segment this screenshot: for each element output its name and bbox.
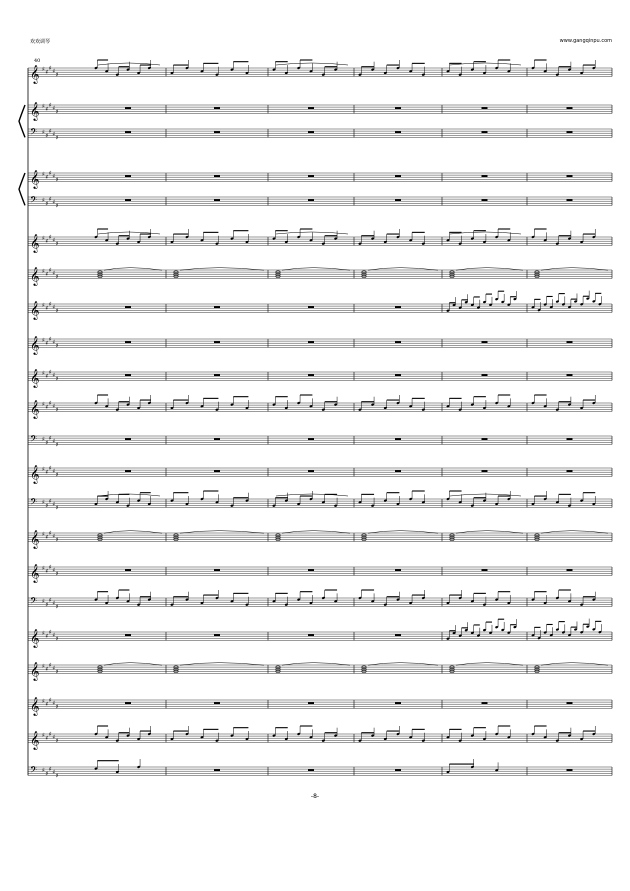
whole-rest-icon [308, 374, 314, 376]
sharp-icon: ♯ [55, 134, 59, 142]
sharp-icon: ♯ [45, 601, 49, 609]
sharp-icon: ♯ [55, 536, 59, 544]
whole-rest-icon [395, 634, 401, 636]
bass-clef-icon: 𝄢 [30, 595, 38, 609]
sharp-icon: ♯ [48, 696, 52, 704]
sharp-icon: ♯ [48, 628, 52, 636]
whole-rest-icon [395, 374, 401, 376]
sharp-icon: ♯ [48, 64, 52, 72]
sharp-icon: ♯ [45, 373, 49, 381]
sharp-icon: ♯ [48, 335, 52, 343]
sharp-icon: ♯ [52, 270, 56, 278]
whole-rest-icon [214, 769, 220, 771]
sharp-icon: ♯ [55, 504, 59, 512]
sharp-icon: ♯ [48, 399, 52, 407]
sharp-icon: ♯ [55, 273, 59, 281]
sharp-icon: ♯ [52, 567, 56, 575]
sharp-icon: ♯ [48, 563, 52, 571]
sharp-icon: ♯ [52, 68, 56, 76]
sharp-icon: ♯ [45, 502, 49, 510]
header-right-url: www.gangqinpu.com [559, 38, 612, 44]
sharp-icon: ♯ [52, 372, 56, 380]
sharp-icon: ♯ [48, 300, 52, 308]
sharp-icon: ♯ [45, 770, 49, 778]
whole-rest-icon [308, 470, 314, 472]
sharp-icon: ♯ [45, 69, 49, 77]
whole-rest-icon [214, 306, 220, 308]
sharp-icon: ♯ [48, 730, 52, 738]
whole-rest-icon [482, 131, 488, 133]
sharp-icon: ♯ [55, 737, 59, 745]
sharp-icon: ♯ [52, 468, 56, 476]
sharp-icon: ♯ [42, 598, 45, 606]
sharp-icon: ♯ [45, 238, 49, 246]
whole-rest-icon [308, 634, 314, 636]
sharp-icon: ♯ [45, 106, 49, 114]
sharp-icon: ♯ [42, 698, 45, 705]
sharp-icon: ♯ [52, 237, 56, 245]
whole-rest-icon [482, 702, 488, 704]
whole-rest-icon [308, 306, 314, 308]
sharp-icon: ♯ [48, 169, 52, 177]
whole-rest-icon [567, 341, 573, 343]
whole-rest-icon [214, 107, 220, 109]
sharp-icon: ♯ [48, 464, 52, 472]
whole-rest-icon [482, 107, 488, 109]
whole-rest-icon [308, 341, 314, 343]
whole-rest-icon [567, 107, 573, 109]
whole-rest-icon [125, 306, 131, 308]
sharp-icon: ♯ [45, 633, 49, 641]
whole-rest-icon [308, 131, 314, 133]
whole-rest-icon [125, 702, 131, 704]
whole-rest-icon [395, 769, 401, 771]
sharp-icon: ♯ [52, 403, 56, 411]
sharp-icon: ♯ [55, 375, 59, 383]
sharp-icon: ♯ [42, 129, 45, 137]
sharp-icon: ♯ [48, 101, 52, 109]
sharp-icon: ♯ [42, 663, 45, 670]
whole-rest-icon [308, 199, 314, 201]
whole-rest-icon [125, 131, 131, 133]
whole-rest-icon [395, 199, 401, 201]
whole-rest-icon [214, 131, 220, 133]
sharp-icon: ♯ [45, 439, 49, 447]
treble-clef-icon: 𝄞 [30, 696, 40, 716]
bass-clef-icon: 𝄢 [30, 496, 38, 510]
whole-rest-icon [214, 438, 220, 440]
whole-rest-icon [214, 634, 220, 636]
treble-clef-icon: 𝄞 [30, 730, 40, 750]
bass-clef-icon: 𝄢 [30, 194, 38, 208]
whole-rest-icon [308, 175, 314, 177]
sharp-icon: ♯ [52, 131, 56, 139]
whole-rest-icon [125, 341, 131, 343]
sharp-icon: ♯ [42, 370, 45, 377]
whole-rest-icon [482, 199, 488, 201]
sharp-icon: ♯ [42, 401, 45, 408]
sharp-icon: ♯ [55, 603, 59, 611]
whole-rest-icon [308, 107, 314, 109]
sharp-icon: ♯ [55, 772, 59, 780]
treble-clef-icon: 𝄞 [30, 399, 40, 419]
sharp-icon: ♯ [52, 700, 56, 708]
whole-rest-icon [395, 131, 401, 133]
sharp-icon: ♯ [45, 271, 49, 279]
sharp-icon: ♯ [42, 171, 45, 178]
whole-rest-icon [395, 306, 401, 308]
whole-rest-icon [567, 438, 573, 440]
whole-rest-icon [214, 470, 220, 472]
sharp-icon: ♯ [52, 173, 56, 181]
treble-clef-icon: 𝄞 [30, 266, 40, 286]
whole-rest-icon [482, 569, 488, 571]
whole-rest-icon [308, 702, 314, 704]
sharp-icon: ♯ [42, 565, 45, 572]
sharp-icon: ♯ [42, 66, 45, 73]
whole-rest-icon [482, 175, 488, 177]
treble-clef-icon: 𝄞 [30, 464, 40, 484]
treble-clef-icon: 𝄞 [30, 661, 40, 681]
sharp-icon: ♯ [42, 103, 45, 110]
whole-rest-icon [567, 470, 573, 472]
treble-clef-icon: 𝄞 [30, 233, 40, 253]
sharp-icon: ♯ [55, 176, 59, 184]
brace-icon [19, 173, 25, 205]
sharp-icon: ♯ [48, 766, 52, 774]
whole-rest-icon [125, 634, 131, 636]
sharp-icon: ♯ [42, 197, 45, 205]
whole-rest-icon [567, 569, 573, 571]
sharp-icon: ♯ [45, 340, 49, 348]
sharp-icon: ♯ [52, 734, 56, 742]
treble-clef-icon: 𝄞 [30, 628, 40, 648]
sharp-icon: ♯ [48, 435, 52, 443]
sharp-icon: ♯ [48, 128, 52, 136]
sharp-icon: ♯ [48, 661, 52, 669]
sharp-icon: ♯ [45, 701, 49, 709]
whole-rest-icon [214, 341, 220, 343]
whole-rest-icon [308, 438, 314, 440]
whole-rest-icon [567, 199, 573, 201]
whole-rest-icon [567, 702, 573, 704]
whole-rest-icon [395, 702, 401, 704]
sharp-icon: ♯ [55, 342, 59, 350]
sharp-icon: ♯ [52, 769, 56, 777]
whole-rest-icon [125, 438, 131, 440]
sharp-icon: ♯ [55, 668, 59, 676]
sharp-icon: ♯ [45, 132, 49, 140]
whole-rest-icon [125, 569, 131, 571]
sharp-icon: ♯ [42, 767, 45, 775]
treble-clef-icon: 𝄞 [30, 64, 40, 84]
sharp-icon: ♯ [55, 240, 59, 248]
sharp-icon: ♯ [45, 666, 49, 674]
whole-rest-icon [395, 175, 401, 177]
whole-rest-icon [214, 175, 220, 177]
sharp-icon: ♯ [48, 233, 52, 241]
treble-clef-icon: 𝄞 [30, 101, 40, 121]
whole-rest-icon [482, 438, 488, 440]
sharp-icon: ♯ [45, 568, 49, 576]
whole-rest-icon [567, 374, 573, 376]
sharp-icon: ♯ [48, 368, 52, 376]
sharp-icon: ♯ [52, 600, 56, 608]
bass-clef-icon: 𝄢 [30, 126, 38, 140]
sharp-icon: ♯ [55, 202, 59, 210]
sharp-icon: ♯ [48, 529, 52, 537]
header-left-text: 欢欢调琴 [30, 39, 51, 45]
sharp-icon: ♯ [45, 469, 49, 477]
whole-rest-icon [214, 374, 220, 376]
sharp-icon: ♯ [42, 732, 45, 739]
sharp-icon: ♯ [52, 632, 56, 640]
sharp-icon: ♯ [55, 441, 59, 449]
treble-clef-icon: 𝄞 [30, 169, 40, 189]
sharp-icon: ♯ [48, 498, 52, 506]
sharp-icon: ♯ [55, 471, 59, 479]
sharp-icon: ♯ [42, 302, 45, 309]
treble-clef-icon: 𝄞 [30, 529, 40, 549]
whole-rest-icon [567, 175, 573, 177]
sharp-icon: ♯ [48, 597, 52, 605]
whole-rest-icon [308, 769, 314, 771]
sharp-icon: ♯ [52, 199, 56, 207]
whole-rest-icon [308, 569, 314, 571]
treble-clef-icon: 𝄞 [30, 563, 40, 583]
whole-rest-icon [214, 702, 220, 704]
whole-rest-icon [125, 107, 131, 109]
whole-rest-icon [482, 341, 488, 343]
treble-clef-icon: 𝄞 [30, 335, 40, 355]
sharp-icon: ♯ [52, 304, 56, 312]
whole-rest-icon [395, 569, 401, 571]
sharp-icon: ♯ [48, 266, 52, 274]
sharp-icon: ♯ [55, 406, 59, 414]
sharp-icon: ♯ [55, 635, 59, 643]
sharp-icon: ♯ [45, 735, 49, 743]
sharp-icon: ♯ [42, 268, 45, 275]
page-number: -8- [310, 793, 320, 800]
whole-rest-icon [125, 199, 131, 201]
sharp-icon: ♯ [55, 703, 59, 711]
sharp-icon: ♯ [52, 339, 56, 347]
sharp-icon: ♯ [42, 235, 45, 242]
whole-rest-icon [567, 131, 573, 133]
treble-clef-icon: 𝄞 [30, 300, 40, 320]
whole-rest-icon [125, 175, 131, 177]
whole-rest-icon [214, 569, 220, 571]
sharp-icon: ♯ [52, 438, 56, 446]
whole-rest-icon [395, 470, 401, 472]
whole-rest-icon [482, 470, 488, 472]
sharp-icon: ♯ [42, 466, 45, 473]
treble-clef-icon: 𝄞 [30, 368, 40, 388]
whole-rest-icon [125, 374, 131, 376]
sharp-icon: ♯ [55, 307, 59, 315]
sharp-icon: ♯ [42, 499, 45, 507]
sharp-icon: ♯ [45, 404, 49, 412]
whole-rest-icon [125, 470, 131, 472]
whole-rest-icon [395, 107, 401, 109]
sharp-icon: ♯ [55, 71, 59, 79]
sharp-icon: ♯ [52, 105, 56, 113]
sharp-icon: ♯ [45, 534, 49, 542]
sharp-icon: ♯ [42, 630, 45, 637]
sharp-icon: ♯ [42, 531, 45, 538]
brace-icon [19, 105, 25, 137]
sharp-icon: ♯ [42, 337, 45, 344]
bass-clef-icon: 𝄢 [30, 433, 38, 447]
whole-rest-icon [395, 341, 401, 343]
sharp-icon: ♯ [45, 200, 49, 208]
sharp-icon: ♯ [42, 436, 45, 444]
measure-number: 40 [34, 58, 41, 64]
sharp-icon: ♯ [45, 305, 49, 313]
whole-rest-icon [214, 199, 220, 201]
sharp-icon: ♯ [45, 174, 49, 182]
bass-clef-icon: 𝄢 [30, 764, 38, 778]
whole-rest-icon [567, 769, 573, 771]
sharp-icon: ♯ [48, 196, 52, 204]
sharp-icon: ♯ [52, 665, 56, 673]
sharp-icon: ♯ [52, 533, 56, 541]
sharp-icon: ♯ [52, 501, 56, 509]
whole-rest-icon [395, 438, 401, 440]
sharp-icon: ♯ [55, 108, 59, 116]
whole-rest-icon [482, 374, 488, 376]
sharp-icon: ♯ [55, 570, 59, 578]
